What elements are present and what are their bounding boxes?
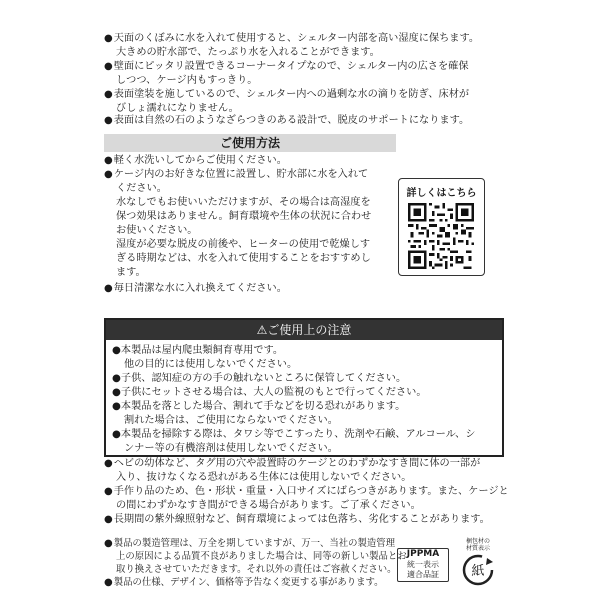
- jppma-mark: JPPMA 統一表示 適合品証: [397, 548, 449, 582]
- footer-bullet-1: ●製品の製造管理は、万全を期していますが、万一、当社の製造管理 上の原因による品質不良がありました場合は、同等の新しい製品とお 取り換えさせていただきます。それ以外の責任はご容赦ください。: [104, 538, 407, 575]
- feature-bullet-4: ●表面は自然の石のようなざらつきのある設計で、脱皮のサポートになります。: [104, 115, 470, 126]
- feature-bullet-2: ●壁面にピッタリ設置できるコーナータイプなので、シェルター内の広さを確保 しつつ、ケージ内もすっきり。: [104, 61, 469, 86]
- paper-recycle-mark: 梱包材の 材質表示 紙: [456, 538, 500, 592]
- caution-item-5: ●本製品を掃除する際は、タワシ等でこすったり、洗剤や石鹸、アルコール、シ: [112, 429, 476, 440]
- caution-box: [104, 318, 504, 457]
- note-bullet-3: ●長期間の紫外線照射など、飼育環境によっては色落ち、劣化することがあります。: [104, 514, 490, 525]
- caution-item-1: ●本製品は屋内爬虫類飼育専用です。: [112, 345, 284, 356]
- note-bullet-1: ●ヘビの幼体など、タグ用の穴や設置時のケージとのわずかなすき間に体の一部が 入り、抜けなくなる恐れがある生体には使用しないでください。: [104, 458, 481, 483]
- note-bullet-2: ●手作り品のため、色・形状・重量・入口サイズにばらつきがあります。また、ケージと の間にわずかなすき間ができる場合があります。ご了承ください。: [104, 486, 509, 511]
- usage-item-2: ●ケージ内のお好きな位置に設置し、貯水部に水を入れて ください。 水なしでもお使いいただけますが、その場合は高湿度を 保つ効果はありません。飼育環境や生体の状況に合わせ お使いください。 湿度が必要な脱皮の前後や、ヒーターの使用で乾燥しす ぎる時期などは、水を入れて使用することをおすすめし ます。: [104, 169, 372, 278]
- caution-list: ●本製品は屋内爬虫類飼育専用です。 他の目的には使用しないでください。 ●子供、認知症の方の手の触れないところに保管してください。 ●子供にセットさせる場合は、大人の監視のもとで行ってください。 ●本製品を落とした場合、割れて手などを切る恐れがあります。 割れた場合は、ご使用にならないでください。 ●本製品を掃除する際は、タワシ等でこすったり、洗剤や石鹸、アルコール、シ ンナー等の有機溶剤は使用しないでください。: [112, 345, 476, 454]
- svg-text:紙: 紙: [471, 564, 485, 579]
- caution-title: ⚠ご使用上の注意: [106, 320, 502, 340]
- usage-item-1: ●軽く水洗いしてからご使用ください。: [104, 155, 287, 166]
- caution-item-4: ●本製品を落とした場合、割れて手などを切る恐れがあります。: [112, 401, 406, 412]
- caution-item-2: ●子供、認知症の方の手の触れないところに保管してください。: [112, 373, 407, 384]
- feature-bullet-1: ●天面のくぼみに水を入れて使用すると、シェルター内部を高い湿度に保ちます。 大きめの貯水部で、たっぷり水を入れることができます。: [104, 33, 480, 58]
- qr-code-panel[interactable]: [398, 178, 485, 276]
- recycle-arrow-icon: [460, 552, 496, 588]
- qr-code-image[interactable]: [408, 203, 474, 269]
- feature-bullet-3: ●表面塗装を施しているので、シェルター内への過剰な水の滴りを防ぎ、床材が びしょ濡れになりません。: [104, 89, 470, 114]
- usage-item-3: ●毎日清潔な水に入れ換えてください。: [104, 283, 287, 294]
- usage-section-title: ご使用方法: [104, 134, 396, 152]
- qr-title: 詳しくはこちら: [406, 188, 477, 199]
- caution-item-3: ●子供にセットさせる場合は、大人の監視のもとで行ってください。: [112, 387, 427, 398]
- footer-bullet-2: ●製品の仕様、デザイン、価格等予告なく変更する事があります。: [104, 577, 384, 588]
